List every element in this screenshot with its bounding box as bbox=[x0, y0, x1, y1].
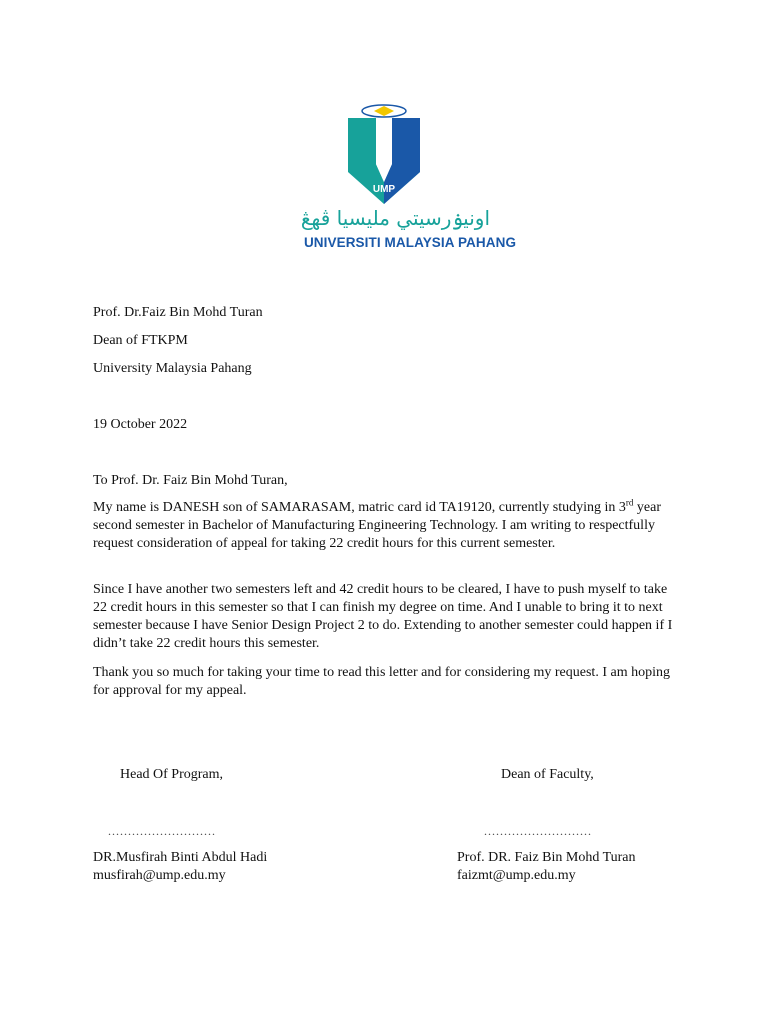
left-signatory-role: Head Of Program, bbox=[120, 767, 224, 782]
left-signature-line: ........................... bbox=[108, 824, 216, 838]
recipient-name: Prof. Dr.Faiz Bin Mohd Turan bbox=[93, 305, 263, 320]
left-signatory-email: musfirah@ump.edu.my bbox=[93, 868, 226, 883]
ordinal-suffix: rd bbox=[625, 497, 634, 508]
left-signatory-name: DR.Musfirah Binti Abdul Hadi bbox=[93, 850, 268, 865]
shield-emblem-icon bbox=[348, 102, 420, 206]
right-signatory-name: Prof. DR. Faiz Bin Mohd Turan bbox=[457, 850, 636, 865]
recipient-institution: University Malaysia Pahang bbox=[93, 361, 252, 376]
letter-date: 19 October 2022 bbox=[93, 417, 188, 432]
body-paragraph-1 bbox=[93, 499, 683, 553]
body-paragraph-2: Since I have another two semesters left and 42 credit hours to be cleared, I have to push myself to take 22 credit hours in this semester so that I can finish my degree on time. And I unable to bring it to next semester because I have Senior Design Project 2 to do. Extending to another semester could happen if I didn’t take 22 credit hours this semester. bbox=[93, 582, 673, 651]
right-signatory-role: Dean of Faculty, bbox=[501, 767, 594, 782]
logo-jawi-text: اونيۏرسيتي مليسيا ڤهڠ bbox=[300, 206, 490, 230]
badge-text: UMP bbox=[372, 184, 396, 195]
salutation: To Prof. Dr. Faiz Bin Mohd Turan, bbox=[93, 473, 288, 488]
university-name: UNIVERSITI MALAYSIA PAHANG bbox=[303, 235, 517, 250]
right-signatory-email: faizmt@ump.edu.my bbox=[457, 868, 576, 883]
p1-start: My name is DANESH son of SAMARASAM, matric card id TA19120, currently studying in 3 bbox=[93, 500, 626, 515]
university-logo bbox=[300, 100, 517, 260]
body-paragraph-3: Thank you so much for taking your time to read this letter and for considering my request. I am hoping for approval for my appeal. bbox=[93, 665, 670, 698]
p1-rest: year second semester in Bachelor of Manufacturing Engineering Technology. I am writing to respectfully request consideration of appeal for taking 22 credit hours for this current semester. bbox=[93, 500, 662, 551]
right-signature-line: ........................... bbox=[484, 824, 592, 838]
recipient-position: Dean of FTKPM bbox=[93, 333, 188, 348]
